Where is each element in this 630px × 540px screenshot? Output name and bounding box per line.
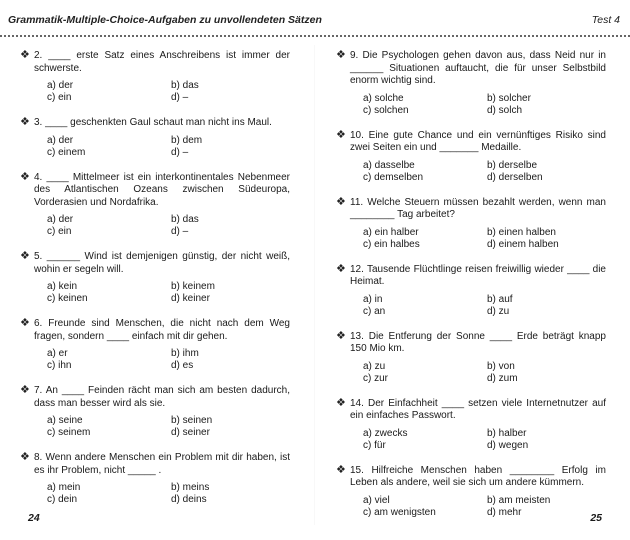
answer-option[interactable]: c) am wenigsten	[363, 506, 436, 518]
right-question-column	[336, 50, 606, 532]
answer-option[interactable]: d) zum	[487, 372, 518, 384]
answer-option[interactable]: b) halber	[487, 427, 527, 439]
answer-option[interactable]: a) der	[47, 214, 74, 225]
answer-options	[47, 348, 290, 372]
diamond-bullet-icon: ❖	[20, 317, 30, 329]
answer-option[interactable]: a) er	[47, 348, 68, 359]
answer-options	[363, 361, 606, 385]
answer-option[interactable]: d) –	[171, 226, 189, 237]
diamond-bullet-icon: ❖	[336, 128, 346, 141]
answer-option[interactable]: c) einem	[47, 146, 86, 158]
answer-options	[47, 482, 290, 506]
answer-option[interactable]: b) von	[487, 360, 515, 372]
answer-option[interactable]: b) ihm	[171, 348, 199, 359]
diamond-bullet-icon: ❖	[336, 329, 346, 342]
answer-option[interactable]: a) zu	[363, 360, 386, 372]
question-item	[20, 50, 290, 104]
answer-options	[47, 214, 290, 238]
answer-option[interactable]: a) dasselbe	[363, 159, 415, 171]
answer-options	[363, 227, 606, 251]
answer-option[interactable]: a) ein halber	[363, 226, 419, 238]
answer-option[interactable]: d) deins	[171, 494, 207, 505]
diamond-bullet-icon: ❖	[336, 463, 346, 476]
answer-option[interactable]: a) in	[363, 293, 383, 305]
question-item	[336, 331, 606, 385]
answer-option[interactable]: b) am meisten	[487, 494, 551, 506]
question-item	[20, 251, 290, 305]
answer-option[interactable]: c) seinem	[47, 427, 91, 438]
question-item	[336, 398, 606, 452]
answer-option[interactable]: b) dem	[171, 134, 203, 146]
answer-option[interactable]: a) der	[47, 134, 74, 146]
answer-options	[363, 93, 606, 117]
answer-option[interactable]: c) demselben	[363, 171, 424, 183]
diamond-bullet-icon: ❖	[20, 116, 30, 128]
answer-option[interactable]: d) einem halben	[487, 238, 559, 250]
answer-option[interactable]: b) einen halben	[487, 226, 556, 238]
answer-option[interactable]: d) zu	[487, 305, 510, 317]
question-text: 5. ______ Wind ist demjenigen günstig, der nicht weiß, wohin er segeln will.	[34, 251, 290, 275]
page-number-right: 25	[590, 512, 602, 524]
question-text: 9. Die Psychologen gehen davon aus, dass Neid nur in ______ Situationen auftaucht, die für unser Selbstbild enorm wichtig sind.	[350, 50, 606, 86]
question-item	[336, 130, 606, 184]
answer-option[interactable]: a) viel	[363, 494, 390, 506]
answer-options	[47, 415, 290, 439]
question-text: 7. An ____ Feinden rächt man sich am besten dadurch, dass man besser wird als sie.	[34, 385, 290, 409]
question-text: 6. Freunde sind Menschen, die nicht nach dem Weg fragen, sondern ____ einfach mit dir gehen.	[34, 318, 290, 342]
question-text: 4. ____ Mittelmeer ist ein interkontinentales Nebenmeer des Atlantischen Ozeans zwischen Südeuropa, Vorderasien und Nordafrika.	[34, 171, 290, 208]
answer-option[interactable]: c) ein halbes	[363, 238, 420, 250]
diamond-bullet-icon: ❖	[20, 49, 30, 61]
answer-option[interactable]: c) solchen	[363, 104, 409, 116]
answer-options	[363, 294, 606, 318]
diamond-bullet-icon: ❖	[336, 49, 346, 61]
question-item	[20, 318, 290, 372]
answer-option[interactable]: a) der	[47, 80, 74, 91]
answer-option[interactable]: b) das	[171, 80, 199, 91]
page-header	[0, 0, 630, 40]
page-number-left: 24	[28, 512, 40, 524]
question-item	[20, 172, 290, 239]
answer-options	[47, 281, 290, 305]
answer-option[interactable]: d) wegen	[487, 439, 529, 451]
question-text: 15. Hilfreiche Menschen haben ________ Erfolg im Leben als andere, weil sie sich um andere kümmern.	[350, 464, 606, 488]
answer-option[interactable]: c) an	[363, 305, 386, 317]
question-text: 14. Der Einfachheit ____ setzen viele Internetnutzer auf ein einfaches Passwort.	[350, 397, 606, 421]
question-text: 8. Wenn andere Menschen ein Problem mit dir haben, ist es ihr Problem, nicht _____ .	[34, 452, 290, 476]
answer-option[interactable]: c) keinen	[47, 293, 88, 304]
question-text: 13. Die Entferung der Sonne ____ Erde beträgt knapp 150 Mio km.	[350, 330, 606, 354]
answer-option[interactable]: b) meins	[171, 482, 210, 493]
answer-option[interactable]: a) seine	[47, 415, 83, 426]
left-question-column	[20, 50, 290, 519]
question-item	[336, 50, 606, 117]
question-text: 3. ____ geschenkten Gaul schaut man nicht ins Maul.	[34, 117, 272, 128]
answer-option[interactable]: b) keinem	[171, 281, 215, 292]
answer-option[interactable]: c) ihn	[47, 360, 72, 371]
page-title: Grammatik-Multiple-Choice-Aufgaben zu unvollendeten Sätzen	[8, 14, 322, 26]
question-item	[20, 385, 290, 439]
diamond-bullet-icon: ❖	[336, 396, 346, 409]
answer-option[interactable]: d) keiner	[171, 293, 210, 304]
answer-option[interactable]: d) mehr	[487, 506, 522, 518]
answer-option[interactable]: b) seinen	[171, 415, 213, 426]
answer-option[interactable]: c) ein	[47, 226, 72, 237]
diamond-bullet-icon: ❖	[336, 262, 346, 275]
question-item	[336, 264, 606, 318]
answer-option[interactable]: c) für	[363, 439, 386, 451]
answer-option[interactable]: d) –	[171, 146, 189, 158]
diamond-bullet-icon: ❖	[20, 384, 30, 396]
answer-options	[363, 495, 606, 519]
test-label: Test 4	[591, 14, 620, 26]
answer-options	[363, 428, 606, 452]
answer-option[interactable]: b) auf	[487, 293, 513, 305]
question-item	[336, 197, 606, 251]
answer-options	[47, 135, 290, 159]
answer-option[interactable]: d) es	[171, 360, 194, 371]
answer-option[interactable]: b) derselbe	[487, 159, 538, 171]
question-text: 10. Eine gute Chance und ein vernünftiges Risiko sind zwei Seiten ein und _______ Medaille.	[350, 129, 606, 153]
question-text: 11. Welche Steuern müssen bezahlt werden, wenn man ________ Tag arbeitet?	[350, 196, 606, 220]
answer-option[interactable]: a) zwecks	[363, 427, 408, 439]
answer-option[interactable]: c) ein	[47, 92, 72, 103]
answer-option[interactable]: d) derselben	[487, 171, 543, 183]
answer-option[interactable]: d) –	[171, 92, 189, 103]
answer-options	[363, 160, 606, 184]
diamond-bullet-icon: ❖	[20, 170, 30, 183]
answer-options	[47, 80, 290, 104]
diamond-bullet-icon: ❖	[336, 195, 346, 208]
answer-option[interactable]: a) mein	[47, 482, 81, 493]
answer-option[interactable]: a) kein	[47, 281, 78, 292]
answer-option[interactable]: d) seiner	[171, 427, 210, 438]
question-text: 2. ____ erste Satz eines Anschreibens ist immer der schwerste.	[34, 50, 290, 74]
answer-option[interactable]: b) das	[171, 214, 199, 225]
diamond-bullet-icon: ❖	[20, 250, 30, 262]
answer-option[interactable]: c) zur	[363, 372, 388, 384]
answer-option[interactable]: c) dein	[47, 494, 78, 505]
answer-option[interactable]: b) solcher	[487, 92, 531, 104]
book-gutter	[314, 45, 315, 525]
header-dotted-rule	[0, 35, 630, 37]
diamond-bullet-icon: ❖	[20, 451, 30, 463]
answer-option[interactable]: d) solch	[487, 104, 523, 116]
question-item	[20, 117, 290, 159]
question-item	[336, 465, 606, 519]
answer-option[interactable]: a) solche	[363, 92, 404, 104]
question-item	[20, 452, 290, 506]
question-text: 12. Tausende Flüchtlinge reisen freiwillig wieder ____ die Heimat.	[350, 263, 606, 287]
